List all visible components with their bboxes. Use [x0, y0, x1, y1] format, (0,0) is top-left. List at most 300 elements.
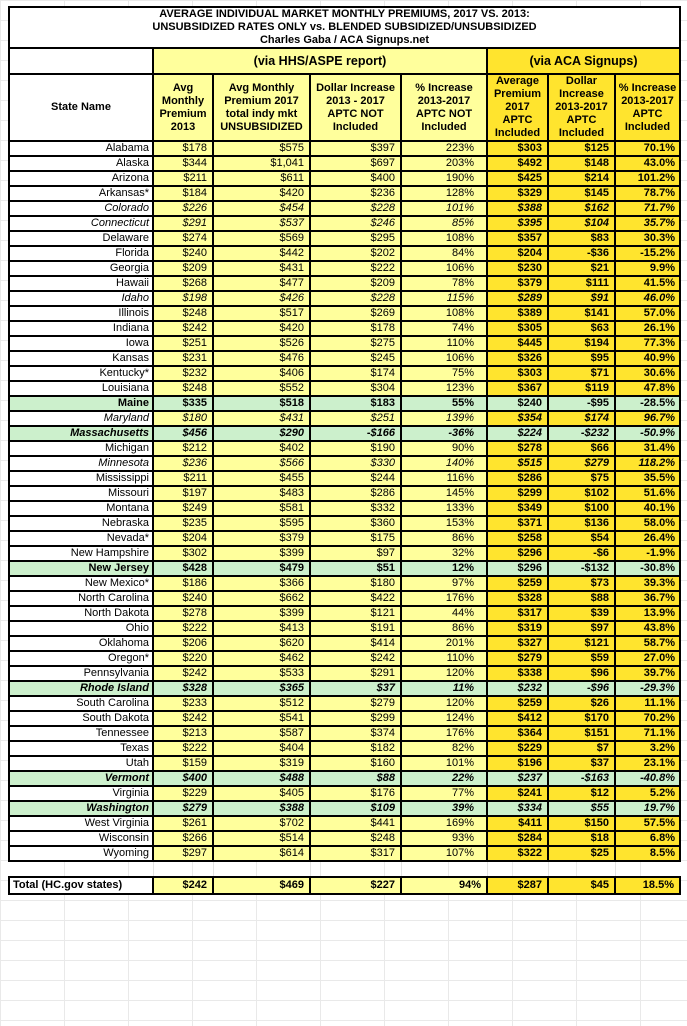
value-cell: $160: [310, 756, 401, 771]
value-cell: 139%: [401, 411, 487, 426]
value-cell: $209: [310, 276, 401, 291]
value-cell: $241: [487, 786, 548, 801]
value-cell: $402: [213, 441, 310, 456]
value-cell: $389: [487, 306, 548, 321]
value-cell: 19.7%: [615, 801, 680, 816]
value-cell: $242: [153, 321, 213, 336]
value-cell: 5.2%: [615, 786, 680, 801]
total-dollar-increase-no-aptc: $227: [310, 877, 401, 894]
value-cell: $374: [310, 726, 401, 741]
value-cell: $575: [213, 141, 310, 156]
value-cell: 86%: [401, 531, 487, 546]
value-cell: $587: [213, 726, 310, 741]
total-premium-2017-aptc: $287: [487, 877, 548, 894]
value-cell: $279: [310, 696, 401, 711]
value-cell: -29.3%: [615, 681, 680, 696]
value-cell: $317: [310, 846, 401, 861]
value-cell: $1,041: [213, 156, 310, 171]
value-cell: $364: [487, 726, 548, 741]
total-pct-increase-no-aptc: 94%: [401, 877, 487, 894]
value-cell: 43.8%: [615, 621, 680, 636]
state-name-cell: Texas: [9, 741, 153, 756]
state-name-cell: Tennessee: [9, 726, 153, 741]
value-cell: $404: [213, 741, 310, 756]
value-cell: $214: [548, 171, 615, 186]
value-cell: $236: [310, 186, 401, 201]
table-row: [9, 396, 680, 411]
state-name-cell: Oklahoma: [9, 636, 153, 651]
state-name-cell: New Jersey: [9, 561, 153, 576]
value-cell: 77.3%: [615, 336, 680, 351]
value-cell: $204: [153, 531, 213, 546]
value-cell: $121: [548, 636, 615, 651]
state-name-cell: Alabama: [9, 141, 153, 156]
value-cell: $400: [153, 771, 213, 786]
value-cell: 86%: [401, 621, 487, 636]
table-row: [9, 171, 680, 186]
state-name-cell: Iowa: [9, 336, 153, 351]
value-cell: 51.6%: [615, 486, 680, 501]
value-cell: $39: [548, 606, 615, 621]
title-line-2: UNSUBSIDIZED RATES ONLY vs. BLENDED SUBSIDIZED/UNSUBSIDIZED: [152, 21, 537, 33]
value-cell: 3.2%: [615, 741, 680, 756]
column-header-state: State Name: [9, 74, 153, 141]
value-cell: 46.0%: [615, 291, 680, 306]
state-name-cell: Florida: [9, 246, 153, 261]
value-cell: $150: [548, 816, 615, 831]
value-cell: $242: [310, 651, 401, 666]
value-cell: $428: [153, 561, 213, 576]
value-cell: $242: [153, 666, 213, 681]
value-cell: 85%: [401, 216, 487, 231]
value-cell: $338: [487, 666, 548, 681]
value-cell: $274: [153, 231, 213, 246]
value-cell: $275: [310, 336, 401, 351]
value-cell: $162: [548, 201, 615, 216]
value-cell: $178: [310, 321, 401, 336]
value-cell: $240: [153, 591, 213, 606]
table-row: [9, 321, 680, 336]
value-cell: 35.7%: [615, 216, 680, 231]
value-cell: $232: [487, 681, 548, 696]
value-cell: $268: [153, 276, 213, 291]
value-cell: 169%: [401, 816, 487, 831]
value-cell: $303: [487, 366, 548, 381]
value-cell: 190%: [401, 171, 487, 186]
title-source: Charles Gaba / ACA Signups.net: [259, 34, 430, 46]
value-cell: $533: [213, 666, 310, 681]
value-cell: $170: [548, 711, 615, 726]
value-cell: 101%: [401, 201, 487, 216]
value-cell: -$132: [548, 561, 615, 576]
value-cell: $329: [487, 186, 548, 201]
value-cell: $232: [153, 366, 213, 381]
value-cell: 26.4%: [615, 531, 680, 546]
value-cell: 78%: [401, 276, 487, 291]
value-cell: 71.1%: [615, 726, 680, 741]
value-cell: $121: [310, 606, 401, 621]
value-cell: $319: [487, 621, 548, 636]
value-cell: $176: [310, 786, 401, 801]
value-cell: 176%: [401, 726, 487, 741]
value-cell: $614: [213, 846, 310, 861]
value-cell: $18: [548, 831, 615, 846]
value-cell: $278: [487, 441, 548, 456]
value-cell: $266: [153, 831, 213, 846]
value-cell: $7: [548, 741, 615, 756]
value-cell: $269: [310, 306, 401, 321]
table-row: [9, 561, 680, 576]
value-cell: 11.1%: [615, 696, 680, 711]
total-premium-2017-unsub: $469: [213, 877, 310, 894]
state-name-cell: South Carolina: [9, 696, 153, 711]
state-name-cell: Maryland: [9, 411, 153, 426]
total-premium-2013: $242: [153, 877, 213, 894]
table-row: [9, 576, 680, 591]
value-cell: $488: [213, 771, 310, 786]
value-cell: $422: [310, 591, 401, 606]
state-name-cell: North Dakota: [9, 606, 153, 621]
value-cell: 106%: [401, 261, 487, 276]
state-name-cell: Delaware: [9, 231, 153, 246]
value-cell: $73: [548, 576, 615, 591]
value-cell: $228: [310, 291, 401, 306]
table-row: [9, 336, 680, 351]
table-row: [9, 456, 680, 471]
value-cell: 23.1%: [615, 756, 680, 771]
value-cell: $97: [310, 546, 401, 561]
table-row: [9, 801, 680, 816]
table-row: [9, 591, 680, 606]
value-cell: $454: [213, 201, 310, 216]
value-cell: $581: [213, 501, 310, 516]
value-cell: 40.1%: [615, 501, 680, 516]
value-cell: $426: [213, 291, 310, 306]
value-cell: $55: [548, 801, 615, 816]
value-cell: $357: [487, 231, 548, 246]
value-cell: 32%: [401, 546, 487, 561]
value-cell: 124%: [401, 711, 487, 726]
value-cell: $537: [213, 216, 310, 231]
table-row: [9, 846, 680, 861]
table-row: [9, 201, 680, 216]
spreadsheet-sheet: [8, 6, 681, 895]
table-row: [9, 381, 680, 396]
value-cell: 176%: [401, 591, 487, 606]
table-row: [9, 831, 680, 846]
value-cell: 30.6%: [615, 366, 680, 381]
value-cell: $332: [310, 501, 401, 516]
value-cell: 6.8%: [615, 831, 680, 846]
value-cell: $483: [213, 486, 310, 501]
value-cell: $202: [310, 246, 401, 261]
state-name-cell: Washington: [9, 801, 153, 816]
value-cell: $102: [548, 486, 615, 501]
value-cell: $37: [548, 756, 615, 771]
value-cell: 223%: [401, 141, 487, 156]
value-cell: 39.7%: [615, 666, 680, 681]
value-cell: $322: [487, 846, 548, 861]
value-cell: -$95: [548, 396, 615, 411]
table-row: [9, 261, 680, 276]
value-cell: $249: [153, 501, 213, 516]
state-name-cell: Connecticut: [9, 216, 153, 231]
value-cell: $224: [487, 426, 548, 441]
value-cell: 106%: [401, 351, 487, 366]
value-cell: $37: [310, 681, 401, 696]
value-cell: 101.2%: [615, 171, 680, 186]
value-cell: $365: [213, 681, 310, 696]
value-cell: $25: [548, 846, 615, 861]
value-cell: $59: [548, 651, 615, 666]
value-cell: $284: [487, 831, 548, 846]
value-cell: $279: [487, 651, 548, 666]
value-cell: $595: [213, 516, 310, 531]
value-cell: $569: [213, 231, 310, 246]
value-cell: $235: [153, 516, 213, 531]
state-name-cell: New Mexico*: [9, 576, 153, 591]
table-row: [9, 651, 680, 666]
value-cell: $526: [213, 336, 310, 351]
value-cell: $12: [548, 786, 615, 801]
value-cell: $248: [310, 831, 401, 846]
table-row: [9, 231, 680, 246]
state-name-cell: Missouri: [9, 486, 153, 501]
table-row: [9, 186, 680, 201]
value-cell: $399: [213, 546, 310, 561]
value-cell: $517: [213, 306, 310, 321]
table-title-block: [9, 7, 680, 48]
value-cell: 82%: [401, 741, 487, 756]
value-cell: -50.9%: [615, 426, 680, 441]
value-cell: 39.3%: [615, 576, 680, 591]
state-name-cell: Vermont: [9, 771, 153, 786]
state-name-cell: Mississippi: [9, 471, 153, 486]
value-cell: 27.0%: [615, 651, 680, 666]
value-cell: $366: [213, 576, 310, 591]
state-name-cell: Indiana: [9, 321, 153, 336]
value-cell: 30.3%: [615, 231, 680, 246]
table-row: [9, 666, 680, 681]
value-cell: 39%: [401, 801, 487, 816]
value-cell: $204: [487, 246, 548, 261]
table-row: [9, 366, 680, 381]
title-row: [9, 7, 680, 48]
value-cell: $220: [153, 651, 213, 666]
table-row: [9, 621, 680, 636]
section-header-row: [9, 48, 680, 74]
value-cell: $278: [153, 606, 213, 621]
value-cell: $492: [487, 156, 548, 171]
state-name-cell: Louisiana: [9, 381, 153, 396]
value-cell: $326: [487, 351, 548, 366]
value-cell: 110%: [401, 651, 487, 666]
state-name-cell: Wisconsin: [9, 831, 153, 846]
value-cell: $21: [548, 261, 615, 276]
column-header-premium-2017-aptc: Average Premium 2017 APTC Included: [487, 74, 548, 141]
section-header-hhs: (via HHS/ASPE report): [153, 48, 487, 74]
state-name-cell: Colorado: [9, 201, 153, 216]
table-row: [9, 546, 680, 561]
value-cell: $518: [213, 396, 310, 411]
value-cell: 115%: [401, 291, 487, 306]
value-cell: $261: [153, 816, 213, 831]
value-cell: $159: [153, 756, 213, 771]
value-cell: $230: [487, 261, 548, 276]
total-row: [9, 877, 680, 894]
value-cell: $174: [548, 411, 615, 426]
table-row: [9, 711, 680, 726]
value-cell: 36.7%: [615, 591, 680, 606]
value-cell: $231: [153, 351, 213, 366]
value-cell: $388: [487, 201, 548, 216]
value-cell: $151: [548, 726, 615, 741]
state-name-cell: Massachusetts: [9, 426, 153, 441]
column-header-pct-increase-no-aptc: % Increase 2013-2017 APTC NOT Included: [401, 74, 487, 141]
value-cell: $211: [153, 171, 213, 186]
state-name-cell: Virginia: [9, 786, 153, 801]
state-name-cell: Alaska: [9, 156, 153, 171]
value-cell: $125: [548, 141, 615, 156]
value-cell: $109: [310, 801, 401, 816]
value-cell: $328: [487, 591, 548, 606]
value-cell: $611: [213, 171, 310, 186]
value-cell: 75%: [401, 366, 487, 381]
value-cell: $319: [213, 756, 310, 771]
state-name-cell: New Hampshire: [9, 546, 153, 561]
value-cell: 47.8%: [615, 381, 680, 396]
value-cell: $236: [153, 456, 213, 471]
value-cell: 12%: [401, 561, 487, 576]
value-cell: $196: [487, 756, 548, 771]
value-cell: $175: [310, 531, 401, 546]
value-cell: $291: [310, 666, 401, 681]
value-cell: 55%: [401, 396, 487, 411]
value-cell: $259: [487, 576, 548, 591]
state-name-cell: North Carolina: [9, 591, 153, 606]
value-cell: 44%: [401, 606, 487, 621]
value-cell: 35.5%: [615, 471, 680, 486]
value-cell: $400: [310, 171, 401, 186]
value-cell: $514: [213, 831, 310, 846]
value-cell: $290: [213, 426, 310, 441]
value-cell: $242: [153, 711, 213, 726]
value-cell: $299: [487, 486, 548, 501]
value-cell: $186: [153, 576, 213, 591]
value-cell: $303: [487, 141, 548, 156]
table-row: [9, 276, 680, 291]
value-cell: $431: [213, 411, 310, 426]
state-name-cell: Nevada*: [9, 531, 153, 546]
value-cell: 41.5%: [615, 276, 680, 291]
value-cell: $302: [153, 546, 213, 561]
value-cell: $191: [310, 621, 401, 636]
value-cell: $455: [213, 471, 310, 486]
value-cell: $233: [153, 696, 213, 711]
value-cell: 203%: [401, 156, 487, 171]
value-cell: $395: [487, 216, 548, 231]
value-cell: $304: [310, 381, 401, 396]
value-cell: $371: [487, 516, 548, 531]
table-row: [9, 681, 680, 696]
value-cell: $119: [548, 381, 615, 396]
value-cell: 77%: [401, 786, 487, 801]
value-cell: 101%: [401, 756, 487, 771]
value-cell: $75: [548, 471, 615, 486]
value-cell: $71: [548, 366, 615, 381]
value-cell: 97%: [401, 576, 487, 591]
value-cell: $111: [548, 276, 615, 291]
value-cell: $240: [487, 396, 548, 411]
value-cell: $399: [213, 606, 310, 621]
value-cell: $206: [153, 636, 213, 651]
value-cell: 145%: [401, 486, 487, 501]
value-cell: $397: [310, 141, 401, 156]
value-cell: 153%: [401, 516, 487, 531]
value-cell: $420: [213, 321, 310, 336]
value-cell: $354: [487, 411, 548, 426]
value-cell: $328: [153, 681, 213, 696]
table-row: [9, 516, 680, 531]
value-cell: 78.7%: [615, 186, 680, 201]
value-cell: $222: [310, 261, 401, 276]
value-cell: 58.0%: [615, 516, 680, 531]
value-cell: $286: [487, 471, 548, 486]
value-cell: $388: [213, 801, 310, 816]
value-cell: 57.5%: [615, 816, 680, 831]
value-cell: $95: [548, 351, 615, 366]
value-cell: $244: [310, 471, 401, 486]
value-cell: $379: [213, 531, 310, 546]
value-cell: -36%: [401, 426, 487, 441]
value-cell: 11%: [401, 681, 487, 696]
table-row: [9, 741, 680, 756]
state-name-cell: Kansas: [9, 351, 153, 366]
value-cell: $88: [310, 771, 401, 786]
value-cell: $213: [153, 726, 213, 741]
table-row: [9, 771, 680, 786]
table-row: [9, 531, 680, 546]
state-name-cell: West Virginia: [9, 816, 153, 831]
spacer-row: [9, 861, 680, 877]
state-name-cell: Arkansas*: [9, 186, 153, 201]
value-cell: $251: [310, 411, 401, 426]
value-cell: 96.7%: [615, 411, 680, 426]
table-row: [9, 501, 680, 516]
value-cell: $305: [487, 321, 548, 336]
value-cell: $296: [487, 561, 548, 576]
value-cell: $411: [487, 816, 548, 831]
value-cell: $334: [487, 801, 548, 816]
value-cell: $83: [548, 231, 615, 246]
value-cell: 74%: [401, 321, 487, 336]
value-cell: $258: [487, 531, 548, 546]
table-row: [9, 156, 680, 171]
value-cell: $413: [213, 621, 310, 636]
total-dollar-increase-aptc: $45: [548, 877, 615, 894]
value-cell: $335: [153, 396, 213, 411]
state-name-cell: South Dakota: [9, 711, 153, 726]
state-name-cell: Utah: [9, 756, 153, 771]
value-cell: $198: [153, 291, 213, 306]
state-name-cell: Illinois: [9, 306, 153, 321]
table-row: [9, 786, 680, 801]
value-cell: $197: [153, 486, 213, 501]
value-cell: 116%: [401, 471, 487, 486]
value-cell: $180: [310, 576, 401, 591]
value-cell: 43.0%: [615, 156, 680, 171]
value-cell: -$36: [548, 246, 615, 261]
